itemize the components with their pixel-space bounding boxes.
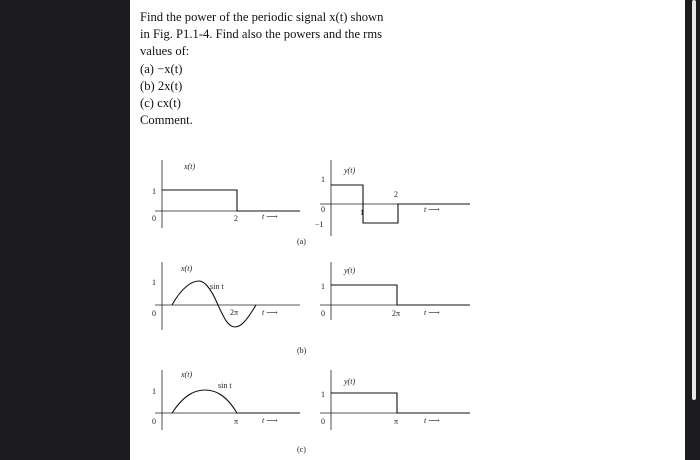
signal-half-sine-trace — [172, 390, 300, 413]
t-axis-label: t ⟶ — [262, 416, 278, 425]
tick-label-t: π — [394, 417, 399, 426]
panel-a-left-graph — [152, 160, 300, 228]
tick-label-y: 1 — [321, 282, 325, 291]
signal-y-trace — [331, 393, 470, 413]
signal-label: x(t) — [184, 162, 196, 171]
signal-y-trace — [331, 285, 470, 305]
origin-label: 0 — [152, 214, 156, 223]
problem-part-b: (b) 2x(t) — [140, 78, 183, 93]
problem-part-c: (c) cx(t) — [140, 96, 181, 111]
problem-line: values of: — [140, 44, 190, 59]
panel-c-left-graph — [152, 370, 300, 430]
t-axis-label: t ⟶ — [262, 308, 278, 317]
tick-label-y: 1 — [152, 387, 156, 396]
panel-b-left-graph — [152, 262, 300, 330]
signal-label: x(t) — [181, 370, 193, 379]
tick-label-y-pos: 1 — [321, 175, 325, 184]
tick-label-y: 1 — [321, 390, 325, 399]
t-axis-label: t ⟶ — [424, 416, 440, 425]
origin-label: 0 — [152, 417, 156, 426]
signal-label: x(t) — [181, 264, 193, 273]
caption-b: (b) — [297, 346, 307, 355]
origin-label: 0 — [321, 309, 325, 318]
curve-label: sin t — [210, 282, 224, 291]
tick-label-t: 2π — [392, 309, 401, 318]
signal-label: y(t) — [344, 266, 356, 275]
origin-label: 0 — [321, 205, 325, 214]
tick-label-t: 2 — [234, 214, 238, 223]
signal-label: y(t) — [344, 377, 356, 386]
panel-b-right-graph — [320, 262, 470, 320]
panel-a-right-graph — [315, 160, 470, 236]
tick-label-y: 1 — [152, 187, 156, 196]
problem-comment: Comment. — [140, 113, 193, 128]
tick-label-t: 2π — [230, 308, 239, 317]
tick-label-t-2: 2 — [394, 190, 398, 199]
signal-label: y(t) — [344, 166, 356, 175]
caption-c: (c) — [297, 445, 306, 454]
problem-line: Find the power of the periodic signal x(t) shown — [140, 10, 384, 24]
tick-label-y-neg: −1 — [315, 220, 324, 229]
signal-x-trace — [162, 190, 300, 211]
caption-a: (a) — [297, 237, 306, 246]
problem-part-a: (a) −x(t) — [140, 61, 183, 76]
origin-label: 0 — [152, 309, 156, 318]
t-axis-label: t ⟶ — [424, 205, 440, 214]
t-axis-label: t ⟶ — [262, 212, 278, 221]
problem-line: in Fig. P1.1-4. Find also the powers and the rms — [140, 27, 383, 42]
t-axis-label: t ⟶ — [424, 308, 440, 317]
panel-c-right-graph — [320, 370, 470, 430]
origin-label: 0 — [321, 417, 325, 426]
tick-label-t-1: 1 — [360, 208, 364, 217]
tick-label-y: 1 — [152, 278, 156, 287]
tick-label-t: π — [234, 417, 239, 426]
curve-label: sin t — [218, 381, 232, 390]
